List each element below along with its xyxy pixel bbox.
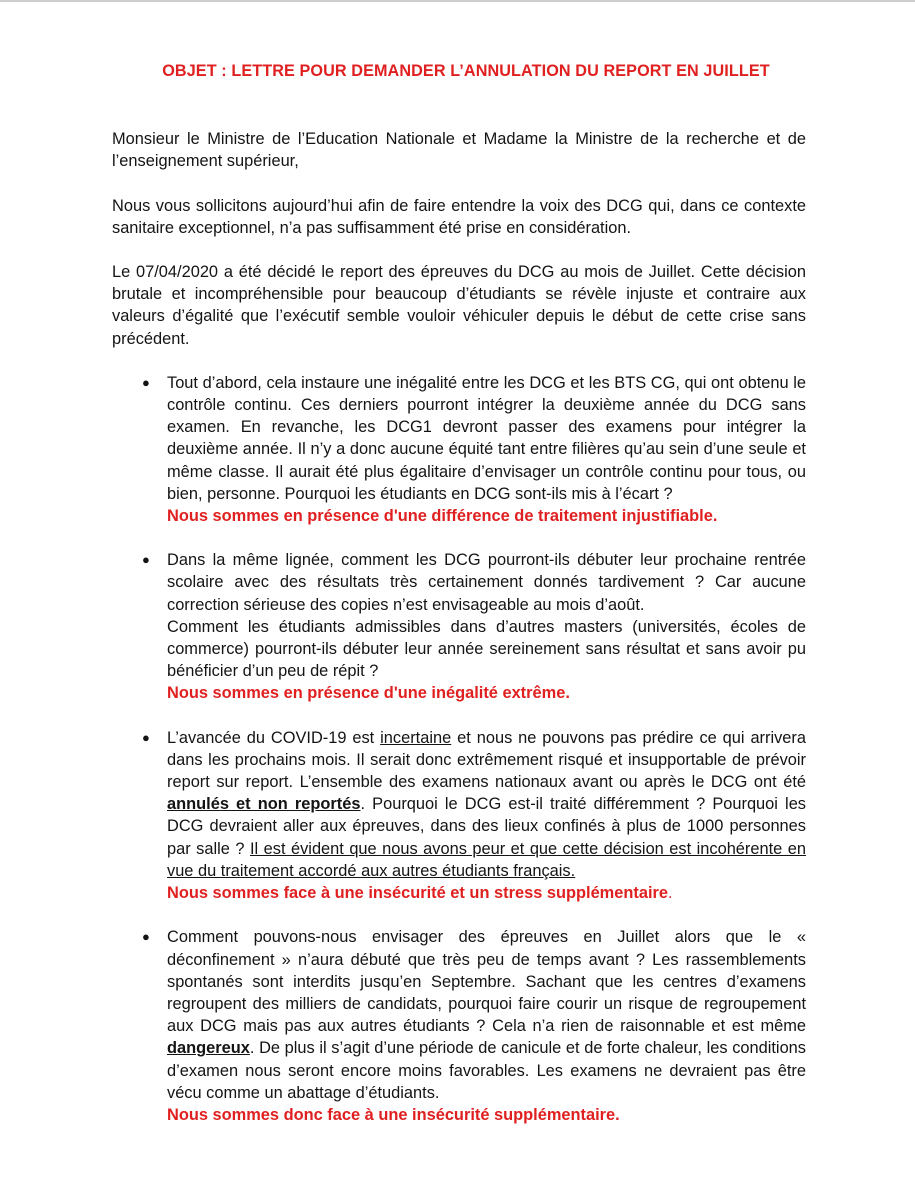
bullet-conclusion — [167, 882, 806, 904]
bullet-conclusion: Nous sommes donc face à une insécurité supplémentaire. — [167, 1105, 620, 1124]
salutation-paragraph: Monsieur le Ministre de l’Education Nationale et Madame la Ministre de la recherche et de l’enseignement supérieur, — [112, 130, 806, 171]
text-run: Comment pouvons-nous envisager des épreuves en Juillet alors que le « déconfinement » n’aura débuté que très peu de temps avant ? Les rassemblements spontanés sont interdits jusqu’en Septembre. Sachant que les centres d’examens regroupent des milliers de candidats, pourquoi faire courir un risque de regroupement aux DCG mais pas aux autres étudiants ? Cela n’a rien de raisonnable et est même — [167, 928, 806, 1036]
letter-title: OBJET : LETTRE POUR DEMANDER L’ANNULATION DU REPORT EN JUILLET — [162, 62, 770, 80]
text-run: et nous ne pouvons pas prédire ce qui arrivera dans les prochains mois. Il serait donc extrêmement risqué et insupportable de prévoir report sur report. L’ensemble des examens nationaux avant ou après le DCG ont été — [167, 728, 807, 792]
bullet-icon: ● — [142, 552, 150, 568]
bullet-paragraph — [167, 926, 806, 1104]
bullet-body — [167, 727, 806, 905]
list-item — [112, 926, 806, 1126]
bullet-body — [167, 372, 806, 527]
list-item — [112, 727, 806, 905]
underlined-text: incertaine — [380, 728, 452, 747]
bullet-body — [167, 926, 806, 1126]
conclusion-period: . — [668, 884, 673, 903]
bullet-paragraph: Tout d’abord, cela instaure une inégalité entre les DCG et les BTS CG, qui ont obtenu le contrôle continu. Ces derniers pourront intégrer la deuxième année du DCG sans examen. En revanche, les DCG1 devront passer des examens pour intégrer la deuxième année. Il n’y a donc aucune équité tant entre filières qu’au sein d’une seule et même classe. Il aurait été plus égalitaire d’envisager un contrôle continu pour tous, ou bien, personne. Pourquoi les étudiants en DCG sont-ils mis à l’écart ? — [167, 373, 806, 503]
conclusion-text: Nous sommes face à une insécurité et un stress supplémentaire — [167, 884, 669, 903]
bullet-icon: ● — [142, 729, 150, 745]
argument-list — [112, 372, 806, 1126]
emphasized-text: dangereux — [167, 1039, 250, 1058]
bullet-conclusion: Nous sommes en présence d'une inégalité extrême. — [167, 684, 570, 703]
context-paragraph: Le 07/04/2020 a été décidé le report des épreuves du DCG au mois de Juillet. Cette décision brutale et incompréhensible pour beaucoup d’étudiants se révèle injuste et contraire aux valeurs d’égalité que l’exécutif semble vouloir véhiculer depuis le début de cette crise sans précédent. — [112, 263, 806, 348]
text-run: . Pourquoi le DCG est-il traité différemment ? Pourquoi les DCG devraient aller aux épreuves, dans des lieux confinés à plus de 1000 personnes par salle ? — [167, 795, 807, 858]
top-border-line — [0, 0, 915, 2]
bullet-body — [167, 549, 806, 704]
bullet-paragraph: Dans la même lignée, comment les DCG pourront-ils débuter leur prochaine rentrée scolaire avec des résultats très certainement donnés tardivement ? Car aucune correction sérieuse des copies n’est envisageable au mois d’août. — [167, 551, 806, 614]
letter-page — [112, 60, 806, 1148]
intro-paragraph: Nous vous sollicitons aujourd’hui afin de faire entendre la voix des DCG qui, dans ce contexte sanitaire exceptionnel, n’a pas suffisamment été prise en considération. — [112, 196, 806, 237]
list-item — [112, 372, 806, 527]
text-run: . De plus il s’agit d’une période de canicule et de forte chaleur, les conditions d’examen nous seront encore moins favorables. Les examens ne devraient pas être vécu comme un abattage d’étudiants. — [167, 1039, 806, 1102]
bullet-paragraph — [167, 727, 806, 882]
list-item — [112, 549, 806, 704]
bullet-conclusion: Nous sommes en présence d'une différence de traitement injustifiable. — [167, 507, 718, 526]
bullet-icon: ● — [142, 929, 150, 945]
text-run: L’avancée du COVID-19 est — [167, 728, 381, 747]
bullet-paragraph-2: Comment les étudiants admissibles dans d’autres masters (universités, écoles de commerce) pourront-ils débuter leur année sereinement sans résultat et sans avoir pu bénéficier d’un peu de répit ? — [167, 617, 806, 681]
underlined-text: Il est évident que nous avons peur et que cette décision est incohérente en vue du traitement accordé aux autres étudiants français. — [167, 839, 806, 880]
bullet-icon: ● — [142, 374, 150, 390]
emphasized-text: annulés et non reportés — [167, 795, 361, 814]
